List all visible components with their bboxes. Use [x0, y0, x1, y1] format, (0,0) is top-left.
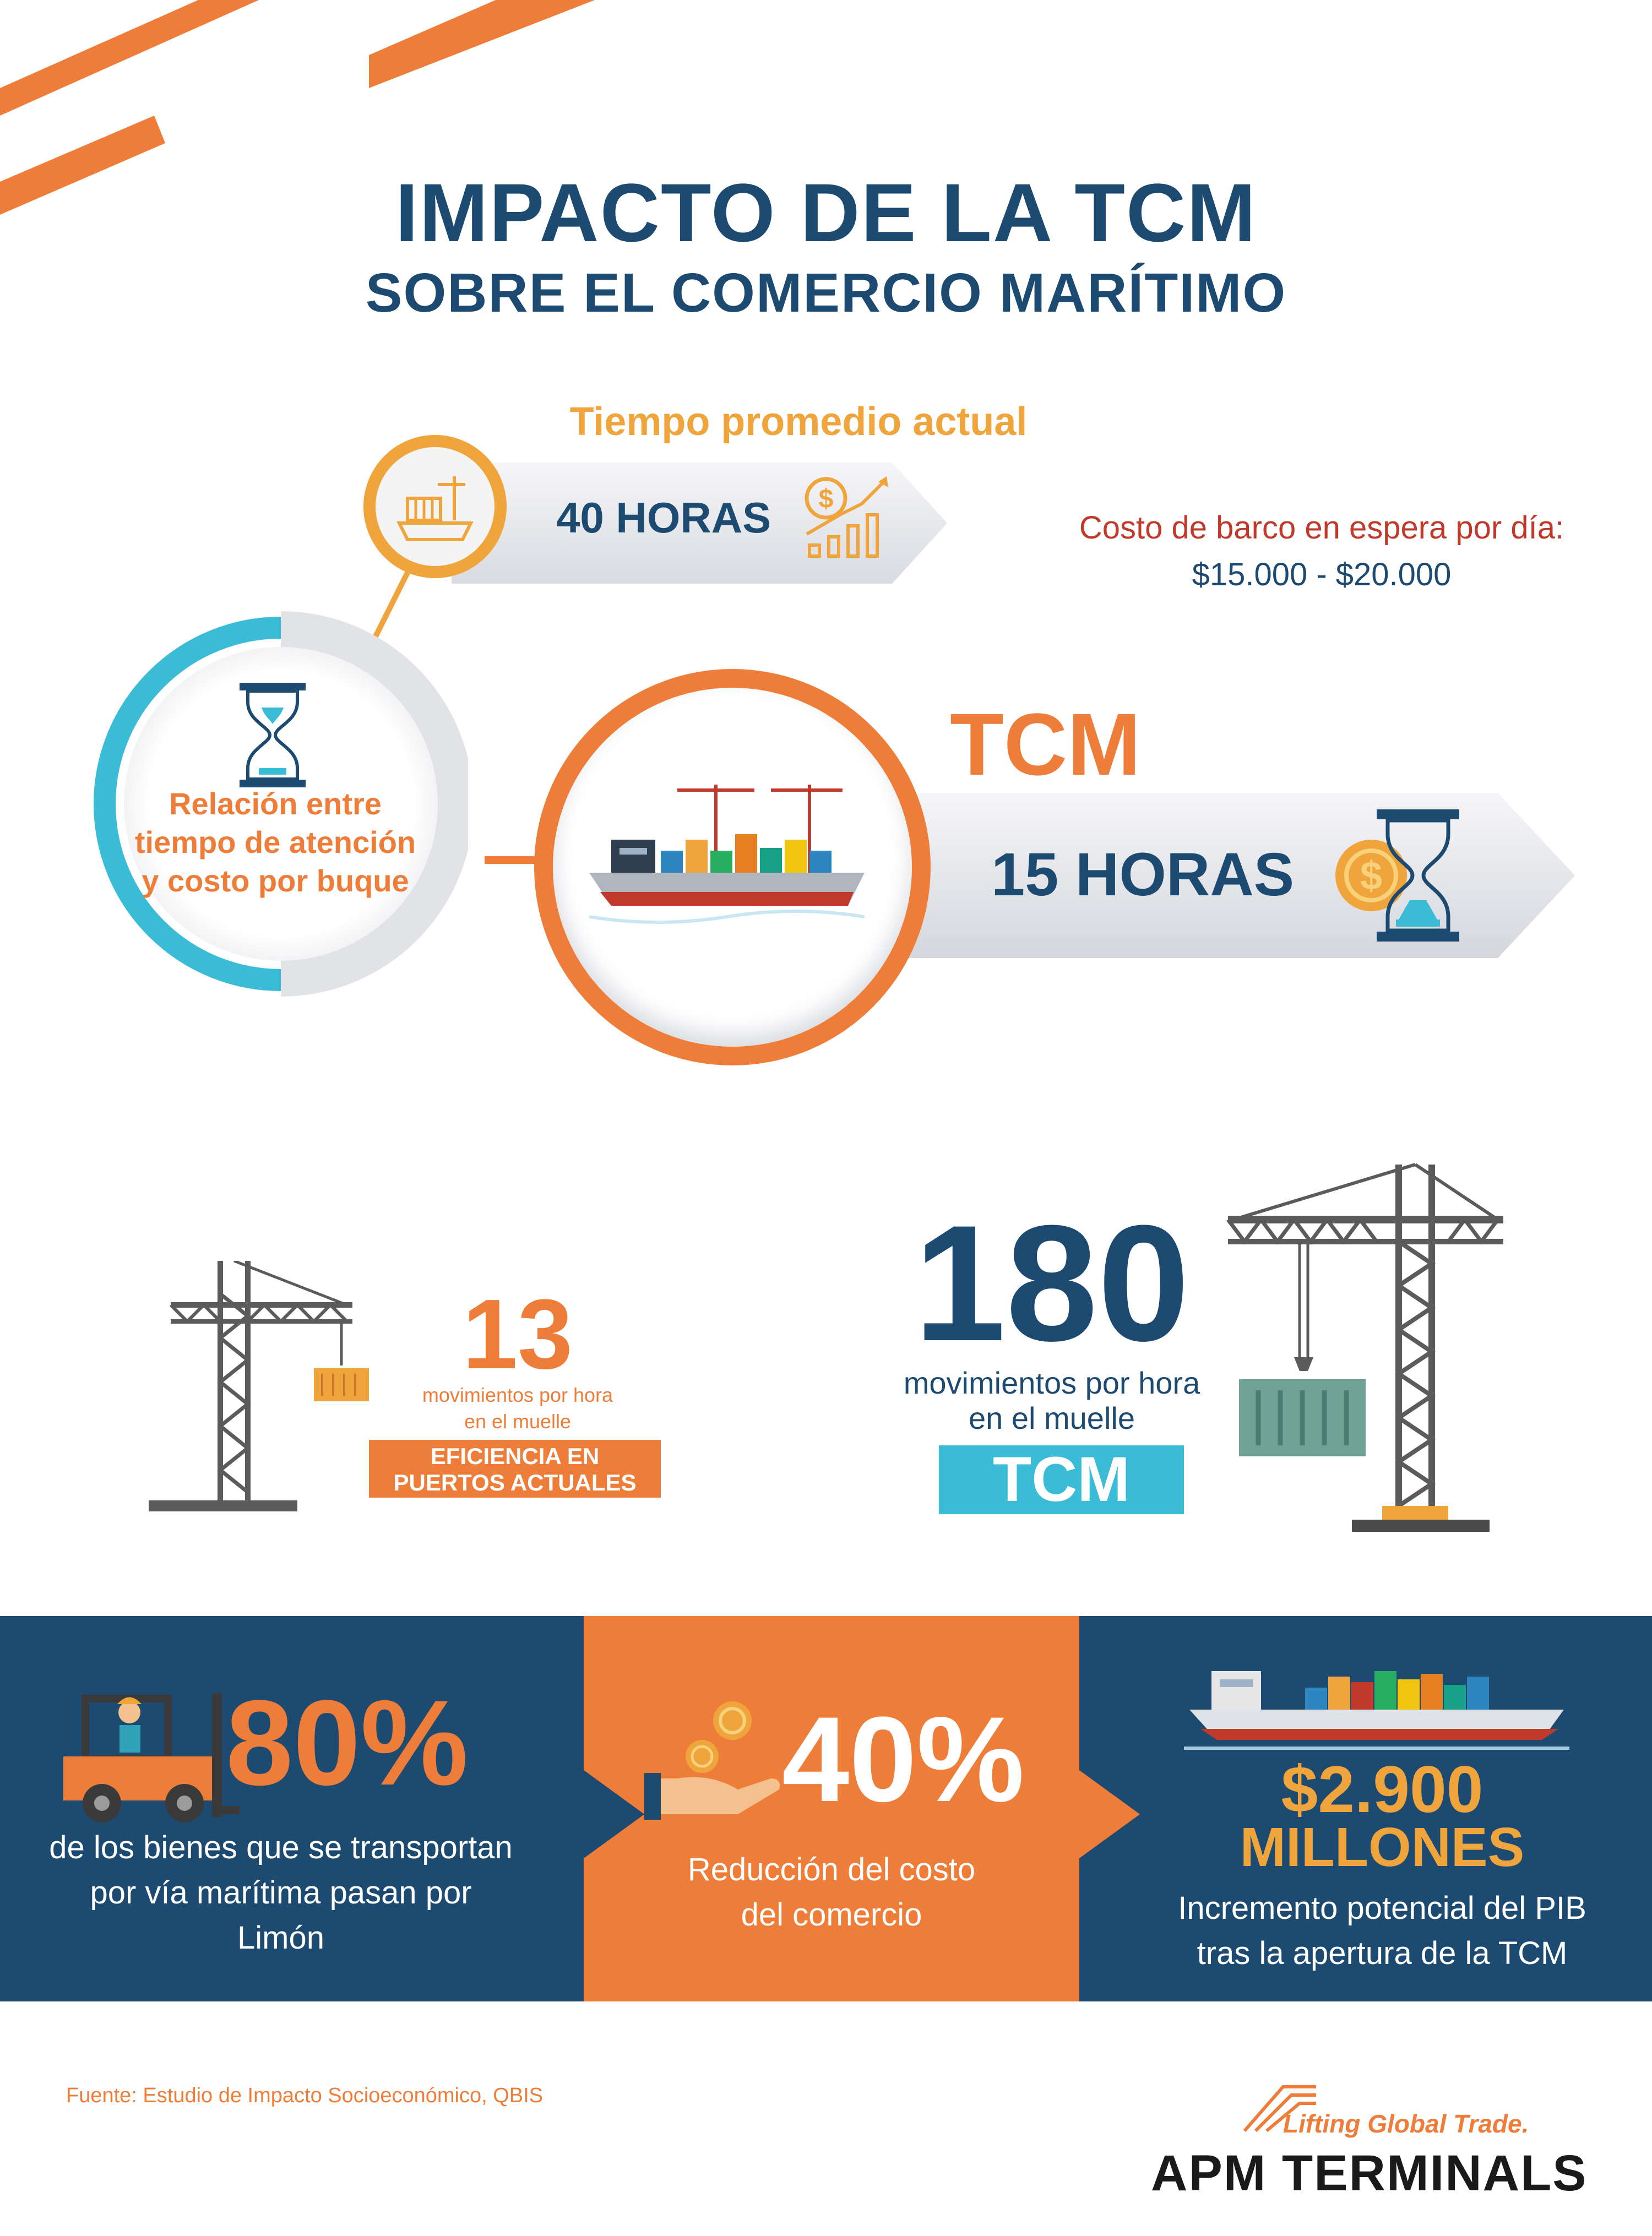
brand-slogan: Lifting Global Trade. [1283, 2109, 1529, 2138]
current-ship-circle [363, 435, 507, 578]
current-desc-line-1: movimientos por hora [422, 1384, 613, 1406]
tcm-desc-line-2: en el muelle [969, 1401, 1135, 1435]
ship-icon [394, 465, 476, 548]
source-note: Fuente: Estudio de Impacto Socioeconómico, QBIS [66, 2084, 544, 2107]
current-desc-line-2: en el muelle [464, 1410, 572, 1433]
relation-line-2: tiempo de atención [134, 825, 416, 859]
coin-hourglass-icon [1333, 807, 1465, 944]
current-time-label: Tiempo promedio actual [569, 400, 1028, 444]
stat-gdp-unit: MILLONES [1240, 1816, 1525, 1878]
current-time-value: 40 HORAS [556, 493, 771, 542]
svg-text:$: $ [818, 485, 834, 514]
current-efficiency-number: 13 [462, 1279, 573, 1390]
current-badge-line-2: PUERTOS ACTUALES [393, 1470, 637, 1495]
stat-gdp-desc-line-1: Incremento potencial del PIB [1178, 1890, 1586, 1926]
tcm-desc-line-1: movimientos por hora [903, 1365, 1200, 1400]
hand-coins-icon [644, 1696, 787, 1822]
current-efficiency-badge [369, 1440, 661, 1498]
wait-cost-value: $15.000 - $20.000 [1192, 557, 1452, 592]
stat-cost-desc [584, 1847, 1079, 1938]
container-ship-icon [589, 768, 876, 955]
page-subtitle: SOBRE EL COMERCIO MARÍTIMO [365, 262, 1287, 324]
money-growth-icon [801, 474, 895, 562]
tcm-label: TCM [950, 695, 1141, 793]
stat-goods-desc [33, 1825, 529, 1961]
relation-line-1: Relación entre [169, 786, 382, 821]
stat-cost-desc-line-2: del comercio [741, 1897, 922, 1933]
svg-text:$: $ [1360, 854, 1383, 898]
forklift-icon [63, 1682, 240, 1825]
relation-text [116, 785, 435, 900]
stat-goods-value: 80% [226, 1675, 469, 1810]
tcm-time-value: 15 HORAS [991, 841, 1295, 908]
big-crane-icon [1217, 1159, 1514, 1539]
stat-cost-desc-line-1: Reducción del costo [687, 1852, 976, 1887]
stat-goods-desc-line-1: de los bienes que se transportan [49, 1830, 513, 1865]
relation-line-3: y costo por buque [142, 863, 409, 898]
tcm-ship-circle [534, 669, 931, 1065]
tcm-efficiency-number: 180 [914, 1190, 1190, 1375]
stat-gdp-value: $2.900 [1281, 1753, 1483, 1826]
stat-goods-desc-line-2: por vía marítima pasan por [90, 1875, 472, 1911]
small-crane-icon [149, 1261, 396, 1514]
stat-gdp-desc-line-2: tras la apertura de la TCM [1197, 1935, 1568, 1971]
stat-goods-desc-line-3: Limón [237, 1920, 324, 1956]
current-efficiency-desc [402, 1382, 633, 1435]
wait-cost-label: Costo de barco en espera por día: [1079, 510, 1564, 546]
brand-name: APM TERMINALS [1151, 2145, 1588, 2201]
tcm-efficiency-desc [892, 1365, 1211, 1436]
tcm-efficiency-badge: TCM [939, 1445, 1184, 1514]
stat-gdp-desc [1112, 1886, 1652, 1976]
current-badge-line-1: EFICIENCIA EN [430, 1443, 600, 1469]
stat-cost-value: 40% [782, 1691, 1025, 1827]
cargo-ship-icon [1178, 1655, 1575, 1754]
hourglass-icon [237, 680, 308, 790]
page-title: IMPACTO DE LA TCM [395, 166, 1257, 259]
